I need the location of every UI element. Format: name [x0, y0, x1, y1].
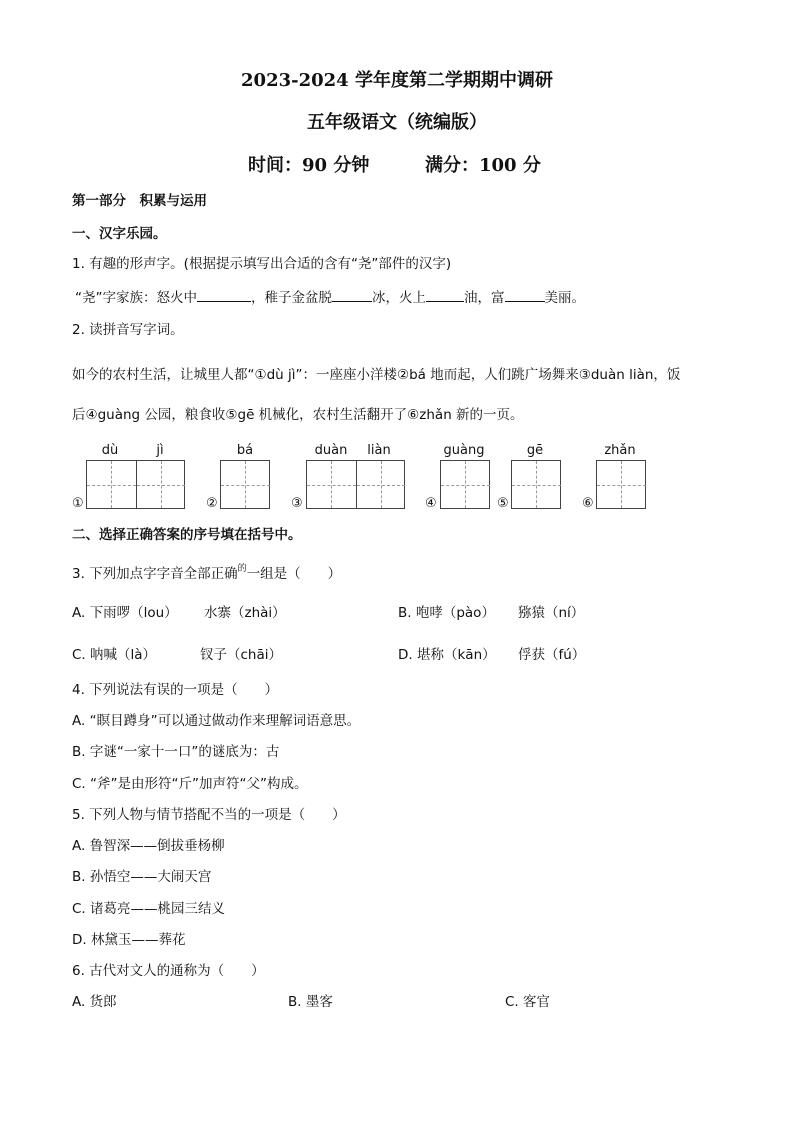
q1-text-part-5: 美丽。: [544, 290, 585, 306]
option-b-2: 猕猿（ní）: [518, 605, 585, 621]
option-a[interactable]: A. “瞑目蹲身”可以通过做动作来理解词语意思。: [72, 713, 361, 729]
option-a-2: 水寨（zhài）: [204, 605, 286, 621]
pinyin-label: gē: [526, 443, 544, 458]
pinyin-label: zhǎn: [604, 443, 636, 458]
item-number: ④: [425, 496, 437, 511]
question-2-passage-line-2: 后④guàng 公园，粮食收⑤gē 机械化，农村生活翻开了⑥zhǎn 新的一页。: [72, 407, 524, 423]
pinyin-label: liàn: [367, 443, 391, 458]
question-3-stem: [72, 565, 341, 585]
item-number: ⑤: [497, 496, 509, 511]
q1-text-part-4: 油，富: [464, 290, 505, 306]
writing-grid-3[interactable]: [306, 460, 405, 509]
question-2-stem: 2. 读拼音写字词。: [72, 322, 184, 338]
item-number: ①: [72, 496, 84, 511]
pinyin-label: guàng: [443, 443, 485, 458]
section-heading-1: 一、汉字乐园。: [72, 226, 167, 242]
item-number: ⑥: [582, 496, 594, 511]
question-2-passage-line-1: 如今的农村生活，让城里人都“①dù jì”：一座座小洋楼②bá 地而起，人们跳广场舞来③duàn liàn，饭: [72, 367, 681, 383]
writing-grid-4[interactable]: [440, 460, 490, 509]
option-c[interactable]: C. 诸葛亮——桃园三结义: [72, 901, 226, 917]
option-a[interactable]: A. 货郎: [72, 994, 117, 1010]
option-b[interactable]: B. 字谜“一家十一口”的谜底为：古: [72, 744, 280, 760]
answer-blank-3[interactable]: [426, 287, 464, 302]
exam-subtitle: 五年级语文（统编版）: [307, 112, 487, 133]
writing-grid-6[interactable]: [596, 460, 646, 509]
question-4-stem: 4. 下列说法有误的一项是（ ）: [72, 682, 279, 698]
option-b-1[interactable]: B. 咆哮（pào）: [398, 605, 495, 621]
q1-text-part-2: ，稚子金盆脱: [251, 290, 332, 306]
option-d-2: 俘获（fú）: [518, 647, 586, 663]
writing-grid-1[interactable]: [86, 460, 185, 509]
answer-blank-4[interactable]: [505, 287, 545, 302]
q3-stem-part-1: 3. 下列加点字字音全部正确: [72, 566, 238, 582]
answer-blank-2[interactable]: [332, 287, 372, 302]
q3-stem-part-2: 一组是（ ）: [246, 566, 342, 582]
q1-text-part-1: “尧”字家族：怒火中: [75, 290, 197, 306]
writing-cell[interactable]: [136, 461, 185, 508]
writing-cell[interactable]: [441, 461, 490, 508]
pinyin-label: duàn: [314, 443, 348, 458]
question-6-stem: 6. 古代对文人的通称为（ ）: [72, 963, 265, 979]
option-d-1[interactable]: D. 堪称（kān）: [398, 647, 496, 663]
writing-grid-5[interactable]: [511, 460, 561, 509]
option-d[interactable]: D. 林黛玉——葬花: [72, 932, 186, 948]
question-1-stem: 1. 有趣的形声字。(根据提示填写出合适的含有“尧”部件的汉字): [72, 256, 452, 272]
writing-cell[interactable]: [221, 461, 270, 508]
option-a-1[interactable]: A. 下雨啰（lou）: [72, 605, 178, 621]
writing-grid-2[interactable]: [220, 460, 270, 509]
option-c[interactable]: C. 客官: [505, 994, 551, 1010]
option-c[interactable]: C. “斧”是由形符“斤”加声符“父”构成。: [72, 776, 308, 792]
part-heading: 第一部分 积累与运用: [72, 193, 207, 209]
q3-stem-superscript: 的: [237, 564, 247, 574]
writing-cell[interactable]: [512, 461, 561, 508]
exam-title: 2023-2024 学年度第二学期期中调研: [241, 70, 553, 91]
question-5-stem: 5. 下列人物与情节搭配不当的一项是（ ）: [72, 807, 346, 823]
writing-cell[interactable]: [307, 461, 356, 508]
exam-time: 时间：90 分钟: [248, 155, 370, 176]
item-number: ③: [291, 496, 303, 511]
option-b[interactable]: B. 孙悟空——大闹天宫: [72, 869, 212, 885]
question-1-fill-line: [75, 287, 585, 307]
writing-cell[interactable]: [356, 461, 405, 508]
option-a[interactable]: A. 鲁智深——倒拔垂杨柳: [72, 838, 225, 854]
writing-cell[interactable]: [87, 461, 136, 508]
writing-cell[interactable]: [597, 461, 646, 508]
pinyin-label: bá: [236, 443, 254, 458]
q1-text-part-3: 冰，火上: [372, 290, 426, 306]
pinyin-label: jì: [156, 443, 164, 458]
pinyin-label: dù: [101, 443, 119, 458]
exam-score: 满分：100 分: [425, 155, 541, 176]
option-c-1[interactable]: C. 呐喊（là）: [72, 647, 157, 663]
item-number: ②: [206, 496, 218, 511]
option-c-2: 钗子（chāi）: [200, 647, 283, 663]
answer-blank-1[interactable]: [197, 287, 251, 302]
section-heading-2: 二、选择正确答案的序号填在括号中。: [72, 527, 302, 543]
option-b[interactable]: B. 墨客: [288, 994, 333, 1010]
